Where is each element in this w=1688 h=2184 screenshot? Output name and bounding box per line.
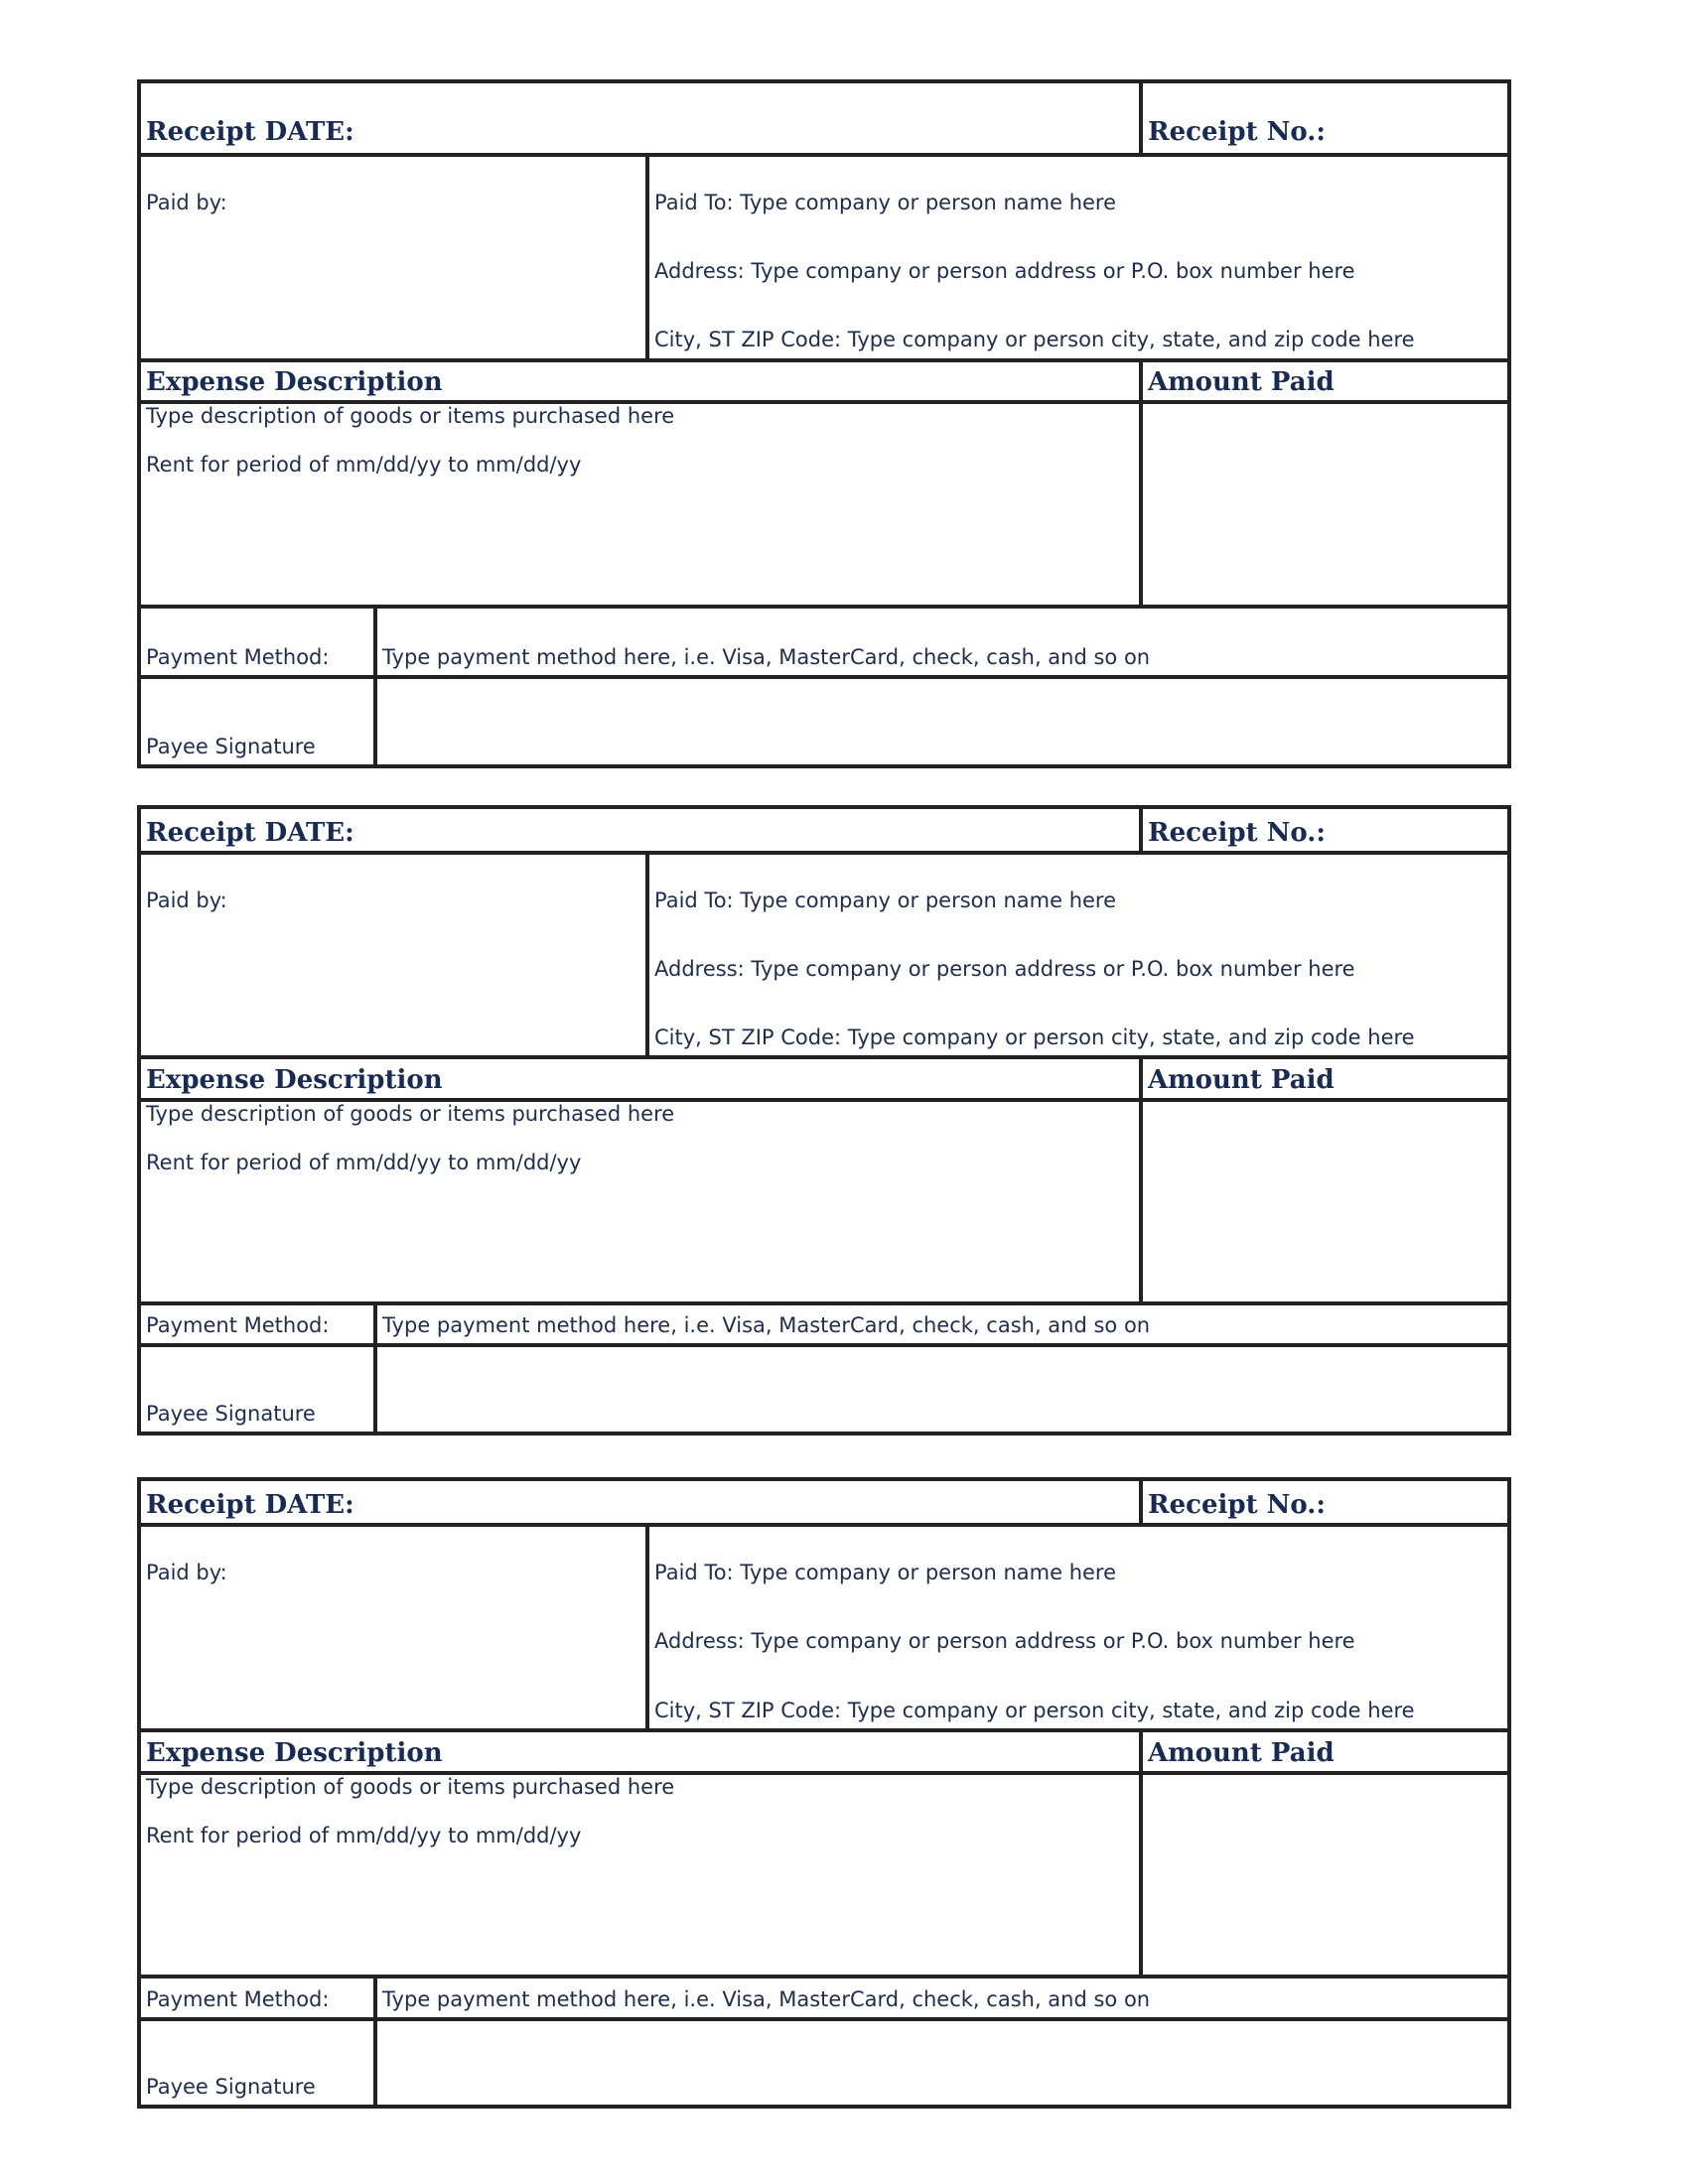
receipt-header-row: [141, 809, 1507, 851]
receipt-number-cell[interactable]: [1139, 83, 1507, 153]
signature-label-cell: [141, 679, 373, 764]
paid-to-text: Paid To: Type company or person name here: [654, 1561, 1117, 1584]
receipt-header-row: [141, 83, 1507, 153]
expense-body-row: [141, 400, 1507, 605]
city-text: City, ST ZIP Code: Type company or person city, state, and zip code here: [654, 1025, 1415, 1049]
signature-label-cell: [141, 1347, 373, 1432]
amount-header-cell: [1139, 1059, 1507, 1098]
payment-method-label-cell: [141, 1305, 373, 1343]
receipt-date-label: Receipt DATE:: [146, 1490, 354, 1520]
payee-signature-label: Payee Signature: [146, 1402, 316, 1426]
parties-row: [141, 851, 1507, 1055]
signature-field[interactable]: [373, 1347, 1507, 1432]
city-text: City, ST ZIP Code: Type company or person city, state, and zip code here: [654, 328, 1415, 351]
amount-paid-header: Amount Paid: [1148, 367, 1335, 397]
paid-by-cell[interactable]: [141, 157, 645, 358]
receipt-1: [137, 79, 1511, 768]
amount-paid-cell[interactable]: [1139, 1102, 1507, 1301]
expense-body-row: [141, 1098, 1507, 1301]
signature-field[interactable]: [373, 679, 1507, 764]
parties-row: [141, 153, 1507, 358]
receipt-number-label: Receipt No.:: [1148, 1490, 1326, 1520]
paid-to-text: Paid To: Type company or person name here: [654, 888, 1117, 912]
receipt-date-cell[interactable]: [141, 1481, 1139, 1523]
expense-line-1: Type description of goods or items purchased here: [146, 1775, 675, 1799]
address-text: Address: Type company or person address or P.O. box number here: [654, 259, 1355, 283]
receipt-number-cell[interactable]: [1139, 1481, 1507, 1523]
expense-description-cell[interactable]: [141, 1775, 1139, 1975]
payment-method-value: Type payment method here, i.e. Visa, MasterCard, check, cash, and so on: [382, 645, 1151, 669]
city-text: City, ST ZIP Code: Type company or person city, state, and zip code here: [654, 1699, 1415, 1722]
receipt-number-cell[interactable]: [1139, 809, 1507, 851]
signature-row: [141, 1343, 1507, 1432]
expense-description-header: Expense Description: [146, 1065, 443, 1095]
amount-paid-header: Amount Paid: [1148, 1065, 1335, 1095]
expense-description-header: Expense Description: [146, 1738, 443, 1768]
amount-paid-cell[interactable]: [1139, 1775, 1507, 1975]
address-text: Address: Type company or person address or P.O. box number here: [654, 1629, 1355, 1653]
paid-to-cell[interactable]: [645, 1527, 1507, 1728]
payment-method-value: Type payment method here, i.e. Visa, MasterCard, check, cash, and so on: [382, 1987, 1151, 2011]
receipt-header-row: [141, 1481, 1507, 1523]
expense-description-cell[interactable]: [141, 404, 1139, 605]
paid-by-label: Paid by:: [146, 888, 227, 912]
paid-to-text: Paid To: Type company or person name here: [654, 191, 1117, 214]
payment-method-row: [141, 1975, 1507, 2017]
payment-method-label: Payment Method:: [146, 1313, 330, 1337]
expense-header-row: [141, 358, 1507, 400]
address-text: Address: Type company or person address or P.O. box number here: [654, 957, 1355, 981]
receipt-number-label: Receipt No.:: [1148, 117, 1326, 147]
expense-description-cell[interactable]: [141, 1102, 1139, 1301]
expense-line-1: Type description of goods or items purchased here: [146, 1102, 675, 1126]
receipt-date-cell[interactable]: [141, 83, 1139, 153]
payment-method-value: Type payment method here, i.e. Visa, MasterCard, check, cash, and so on: [382, 1313, 1151, 1337]
payment-method-value-cell[interactable]: [373, 1305, 1507, 1343]
expense-line-2: Rent for period of mm/dd/yy to mm/dd/yy: [146, 1824, 582, 1847]
signature-field[interactable]: [373, 2021, 1507, 2105]
expense-description-header: Expense Description: [146, 367, 443, 397]
receipt-2: [137, 805, 1511, 1435]
expense-header-cell: [141, 1732, 1139, 1771]
signature-label-cell: [141, 2021, 373, 2105]
payment-method-value-cell[interactable]: [373, 1979, 1507, 2017]
amount-paid-cell[interactable]: [1139, 404, 1507, 605]
paid-by-label: Paid by:: [146, 1561, 227, 1584]
expense-line-2: Rent for period of mm/dd/yy to mm/dd/yy: [146, 1151, 582, 1174]
payment-method-label-cell: [141, 609, 373, 675]
parties-row: [141, 1523, 1507, 1728]
expense-body-row: [141, 1771, 1507, 1975]
payee-signature-label: Payee Signature: [146, 735, 316, 758]
receipt-date-cell[interactable]: [141, 809, 1139, 851]
expense-header-row: [141, 1728, 1507, 1771]
expense-line-2: Rent for period of mm/dd/yy to mm/dd/yy: [146, 453, 582, 477]
paid-to-cell[interactable]: [645, 855, 1507, 1055]
signature-row: [141, 675, 1507, 764]
payment-method-label: Payment Method:: [146, 645, 330, 669]
paid-by-label: Paid by:: [146, 191, 227, 214]
receipt-date-label: Receipt DATE:: [146, 818, 354, 848]
expense-header-row: [141, 1055, 1507, 1098]
signature-row: [141, 2017, 1507, 2105]
payment-method-row: [141, 1301, 1507, 1343]
paid-by-cell[interactable]: [141, 855, 645, 1055]
receipt-number-label: Receipt No.:: [1148, 818, 1326, 848]
expense-line-1: Type description of goods or items purchased here: [146, 404, 675, 428]
payee-signature-label: Payee Signature: [146, 2075, 316, 2099]
paid-by-cell[interactable]: [141, 1527, 645, 1728]
receipt-date-label: Receipt DATE:: [146, 117, 354, 147]
payment-method-value-cell[interactable]: [373, 609, 1507, 675]
payment-method-row: [141, 605, 1507, 675]
amount-header-cell: [1139, 362, 1507, 400]
receipt-3: [137, 1477, 1511, 2109]
expense-header-cell: [141, 362, 1139, 400]
amount-paid-header: Amount Paid: [1148, 1738, 1335, 1768]
payment-method-label: Payment Method:: [146, 1987, 330, 2011]
amount-header-cell: [1139, 1732, 1507, 1771]
paid-to-cell[interactable]: [645, 157, 1507, 358]
expense-header-cell: [141, 1059, 1139, 1098]
payment-method-label-cell: [141, 1979, 373, 2017]
